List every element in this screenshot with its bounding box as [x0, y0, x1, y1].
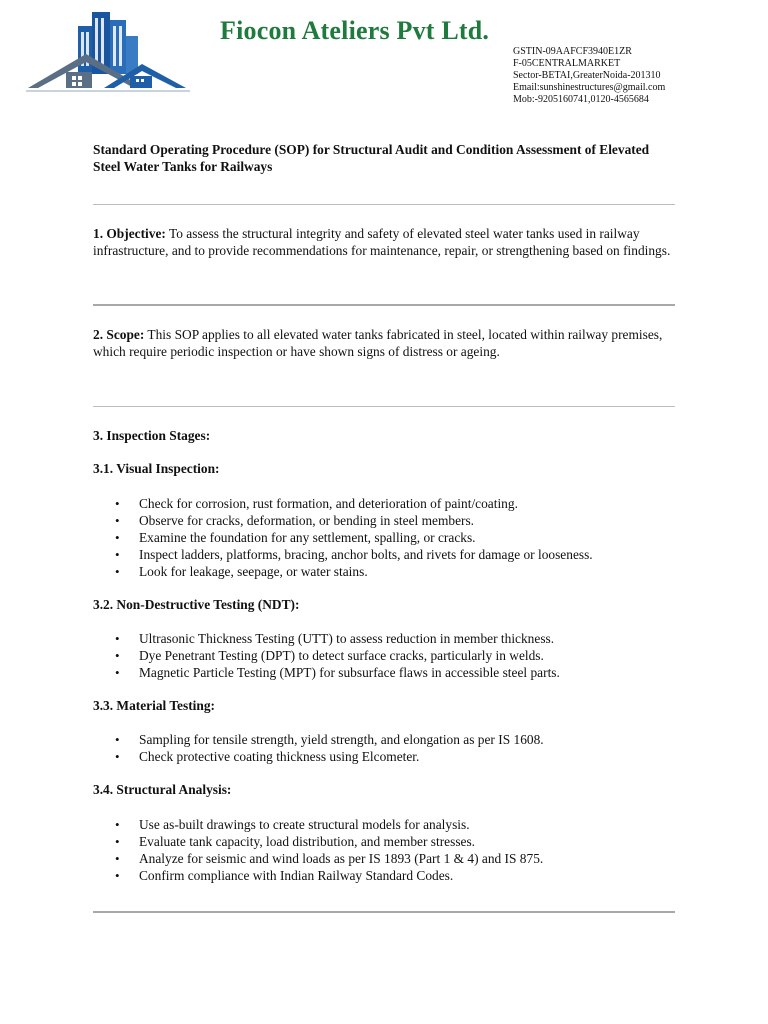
address-line-1: F-05CENTRALMARKET — [513, 58, 621, 69]
visual-inspection-list — [93, 495, 678, 580]
address-line-2: Sector-BETAI,GreaterNoida-201310 — [513, 70, 661, 81]
gstin-line: GSTIN-09AAFCF3940E1ZR — [513, 46, 632, 57]
section-heading: 3.4. Structural Analysis: — [93, 782, 232, 797]
structural-analysis-list — [93, 816, 678, 884]
scope-text: This SOP applies to all elevated water tanks fabricated in steel, located within railway premises, which require periodic inspection or have shown signs of distress or ageing. — [93, 327, 663, 359]
section-heading: 3.1. Visual Inspection: — [93, 461, 220, 476]
list-item: • Dye Penetrant Testing (DPT) to detect surface cracks, particularly in welds. — [93, 647, 678, 664]
objective-label: 1. Objective: — [93, 226, 166, 241]
divider — [93, 304, 675, 306]
section-heading: 3.3. Material Testing: — [93, 698, 215, 713]
company-logo — [26, 8, 190, 94]
list-item: • Analyze for seismic and wind loads as per IS 1893 (Part 1 & 4) and IS 875. — [93, 850, 678, 867]
divider — [93, 204, 675, 205]
divider — [93, 911, 675, 913]
list-item: • Confirm compliance with Indian Railway Standard Codes. — [93, 867, 678, 884]
section-heading: 3.2. Non-Destructive Testing (NDT): — [93, 597, 300, 612]
document-title: Standard Operating Procedure (SOP) for Structural Audit and Condition Assessment of Elevated Steel Water Tanks for Railways — [93, 142, 650, 174]
list-item: • Ultrasonic Thickness Testing (UTT) to assess reduction in member thickness. — [93, 630, 678, 647]
list-item: • Magnetic Particle Testing (MPT) for subsurface flaws in accessible steel parts. — [93, 664, 678, 681]
list-item: • Evaluate tank capacity, load distribution, and member stresses. — [93, 833, 678, 850]
objective-paragraph — [93, 225, 678, 259]
list-item: • Look for leakage, seepage, or water stains. — [93, 563, 678, 580]
contact-block — [513, 46, 665, 106]
phone-line: Mob:-9205160741,0120-4565684 — [513, 94, 649, 105]
inspection-stages-heading: 3. Inspection Stages: — [93, 428, 211, 443]
material-testing-list — [93, 731, 678, 765]
objective-text: To assess the structural integrity and safety of elevated steel water tanks used in railway infrastructure, and to provide recommendations for maintenance, repair, or strengthening based on findings. — [93, 226, 671, 258]
email-line: Email:sunshinestructures@gmail.com — [513, 82, 666, 93]
ndt-list — [93, 630, 678, 681]
list-item: • Observe for cracks, deformation, or bending in steel members. — [93, 512, 678, 529]
list-item: • Examine the foundation for any settlement, spalling, or cracks. — [93, 529, 678, 546]
list-item: • Sampling for tensile strength, yield strength, and elongation as per IS 1608. — [93, 731, 678, 748]
company-name: Fiocon Ateliers Pvt Ltd. — [220, 16, 490, 45]
list-item: • Use as-built drawings to create structural models for analysis. — [93, 816, 678, 833]
scope-label: 2. Scope: — [93, 327, 145, 342]
list-item: • Check protective coating thickness using Elcometer. — [93, 748, 678, 765]
list-item: • Check for corrosion, rust formation, and deterioration of paint/coating. — [93, 495, 678, 512]
list-item: • Inspect ladders, platforms, bracing, anchor bolts, and rivets for damage or looseness. — [93, 546, 678, 563]
scope-paragraph — [93, 326, 678, 360]
divider — [93, 406, 675, 407]
